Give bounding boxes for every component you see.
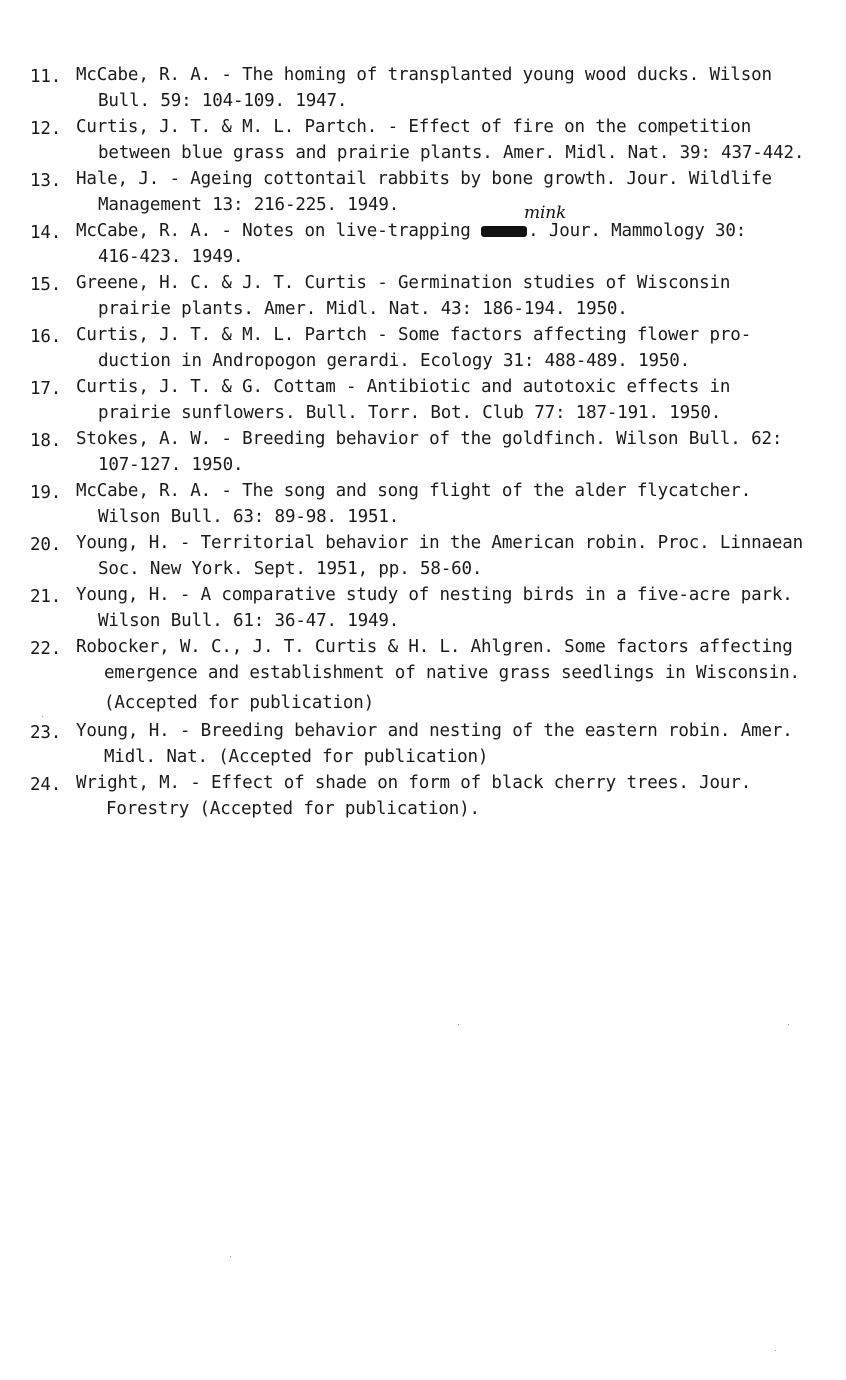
reference-list	[30, 62, 830, 822]
reference-item-15	[30, 270, 830, 322]
reference-text-line-1: Stokes, A. W. - Breeding behavior of the goldfinch. Wilson Bull. 62:	[76, 429, 783, 449]
reference-text-line-1: Curtis, J. T. & G. Cottam - Antibiotic and autotoxic effects in	[76, 377, 731, 397]
reference-number: 13.	[30, 171, 62, 191]
reference-text-line-1: Robocker, W. C., J. T. Curtis & H. L. Ahlgren. Some factors affecting	[76, 637, 793, 657]
reference-item-21	[30, 582, 830, 634]
reference-item-18	[30, 426, 830, 478]
reference-number: 14.	[30, 223, 62, 243]
reference-text-line-2: prairie sunflowers. Bull. Torr. Bot. Club 77: 187-191. 1950.	[98, 403, 722, 423]
reference-item-24	[30, 770, 830, 822]
paper-speck	[788, 1024, 789, 1025]
reference-text-line-1: Greene, H. C. & J. T. Curtis - Germination studies of Wisconsin	[76, 273, 731, 293]
reference-text-line-1: McCabe, R. A. - The homing of transplanted young wood ducks. Wilson	[76, 65, 772, 85]
reference-text-line-1: Curtis, J. T. & M. L. Partch - Some factors affecting flower pro-	[76, 325, 752, 345]
struck-out-word-mark	[481, 226, 527, 237]
reference-text-line-1: Curtis, J. T. & M. L. Partch. - Effect of fire on the competition	[76, 117, 752, 137]
reference-item-19	[30, 478, 830, 530]
reference-text-line-1: Young, H. - Territorial behavior in the American robin. Proc. Linnaean	[76, 533, 804, 553]
reference-item-23	[30, 718, 830, 770]
reference-item-16	[30, 322, 830, 374]
reference-text-line-2: 107-127. 1950.	[98, 455, 244, 475]
reference-number: 15.	[30, 275, 62, 295]
reference-item-22	[30, 634, 830, 718]
reference-item-13	[30, 166, 830, 218]
paper-speck	[458, 1024, 459, 1025]
reference-number: 12.	[30, 119, 62, 139]
reference-number: 11.	[30, 67, 62, 87]
reference-text-line-2: between blue grass and prairie plants. Amer. Midl. Nat. 39: 437-442.	[98, 143, 805, 163]
reference-number: 17.	[30, 379, 62, 399]
reference-text-line-2: Midl. Nat. (Accepted for publication)	[104, 747, 489, 767]
reference-text-line-2: Bull. 59: 104-109. 1947.	[98, 91, 348, 111]
reference-number: 20.	[30, 535, 62, 555]
reference-item-20	[30, 530, 830, 582]
reference-text-before-correction: McCabe, R. A. - Notes on live-trapping	[76, 221, 482, 241]
reference-item-12	[30, 114, 830, 166]
reference-number: 21.	[30, 587, 62, 607]
reference-number: 22.	[30, 639, 62, 659]
paper-speck	[775, 1350, 776, 1351]
reference-text-line-2: Management 13: 216-225. 1949.	[98, 195, 400, 215]
reference-text-line-3: (Accepted for publication)	[104, 693, 375, 713]
reference-number: 18.	[30, 431, 62, 451]
reference-text-line-2: 416-423. 1949.	[98, 247, 244, 267]
reference-number: 19.	[30, 483, 62, 503]
reference-text-line-1: McCabe, R. A. - The song and song flight of the alder flycatcher.	[76, 481, 752, 501]
reference-text-line-1	[76, 218, 746, 244]
reference-number: 24.	[30, 775, 62, 795]
reference-text-line-2: emergence and establishment of native grass seedlings in Wisconsin.	[104, 663, 800, 683]
reference-text-line-2: Wilson Bull. 63: 89-98. 1951.	[98, 507, 400, 527]
paper-speck	[230, 1256, 231, 1257]
reference-text-line-2: Forestry (Accepted for publication).	[106, 799, 480, 819]
reference-text-line-1: Wright, M. - Effect of shade on form of black cherry trees. Jour.	[76, 773, 752, 793]
reference-text-line-2: duction in Andropogon gerardi. Ecology 31: 488-489. 1950.	[98, 351, 690, 371]
reference-text-line-1: Young, H. - Breeding behavior and nesting of the eastern robin. Amer.	[76, 721, 793, 741]
reference-text-line-2: prairie plants. Amer. Midl. Nat. 43: 186-194. 1950.	[98, 299, 628, 319]
paper-speck	[42, 716, 43, 717]
reference-item-11	[30, 62, 830, 114]
reference-text-line-1: Hale, J. - Ageing cottontail rabbits by bone growth. Jour. Wildlife	[76, 169, 772, 189]
reference-text-line-1: Young, H. - A comparative study of nesting birds in a five-acre park.	[76, 585, 793, 605]
reference-text-line-2: Wilson Bull. 61: 36-47. 1949.	[98, 611, 400, 631]
reference-item-17	[30, 374, 830, 426]
reference-text-after-correction: . Jour. Mammology 30:	[528, 221, 747, 241]
reference-number: 23.	[30, 723, 62, 743]
handwritten-correction: mink	[524, 203, 567, 223]
reference-number: 16.	[30, 327, 62, 347]
reference-text-line-2: Soc. New York. Sept. 1951, pp. 58-60.	[98, 559, 483, 579]
